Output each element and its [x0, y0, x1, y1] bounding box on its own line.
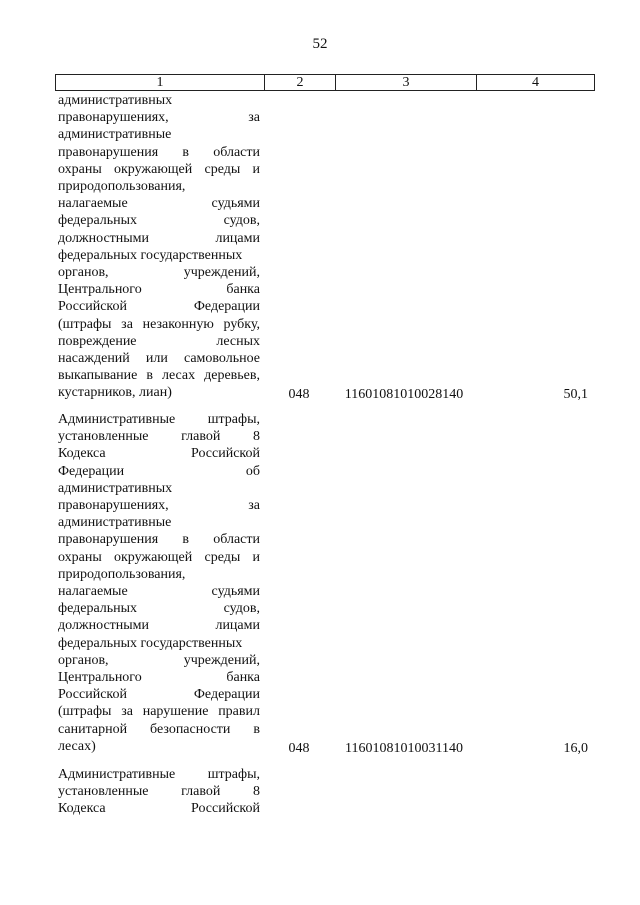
- description-line: кустарников, лиан): [58, 385, 172, 401]
- row-description: [58, 766, 260, 818]
- description-line: правонарушения в области: [58, 532, 260, 548]
- description-line: природопользования,: [58, 566, 186, 582]
- description-line: установленные главой 8: [58, 429, 260, 445]
- description-line: административных: [58, 93, 173, 108]
- description-line: Федерации об: [58, 463, 260, 479]
- admin-code-cell: 048: [288, 741, 310, 756]
- description-line: санитарной безопасности в: [58, 721, 260, 737]
- description-line: Российской Федерации: [58, 687, 260, 703]
- column-header-1: 1: [56, 75, 265, 91]
- column-header-4: 4: [477, 75, 595, 91]
- kbk-code-cell: 11601081010031140: [345, 741, 463, 756]
- description-line: федеральных судов,: [58, 601, 260, 617]
- description-line: федеральных государственных: [58, 635, 243, 651]
- description-line: (штрафы за нарушение правил: [58, 704, 260, 720]
- amount-cell: 50,1: [563, 387, 588, 402]
- row-description: [58, 411, 260, 755]
- description-line: Центрального банка: [58, 670, 260, 686]
- kbk-code-cell: 11601081010028140: [344, 387, 464, 402]
- description-line: охраны окружающей среды и: [58, 549, 260, 565]
- description-line: административных: [58, 480, 173, 496]
- description-line: выкапывание в лесах деревьев,: [58, 368, 260, 384]
- column-header-row: [56, 75, 595, 91]
- description-line: правонарушениях, за: [58, 498, 260, 514]
- description-line: насаждений или самовольное: [58, 351, 260, 367]
- description-line: федеральных государственных: [58, 247, 243, 263]
- page-number: 52: [312, 36, 328, 52]
- description-line: органов, учреждений,: [58, 265, 260, 281]
- description-line: повреждение лесных: [58, 333, 260, 349]
- description-line: (штрафы за незаконную рубку,: [58, 316, 260, 332]
- column-header-2: 2: [265, 75, 336, 91]
- description-line: должностными лицами: [58, 230, 260, 246]
- description-line: природопользования,: [58, 179, 186, 195]
- row-description: [58, 92, 260, 402]
- description-line: должностными лицами: [58, 618, 260, 634]
- description-line: правонарушениях, за: [58, 110, 260, 126]
- description-line: административные: [58, 127, 172, 143]
- admin-code-cell: 048: [288, 387, 310, 402]
- description-line: Кодекса Российской: [58, 446, 260, 462]
- description-line: федеральных судов,: [58, 213, 260, 229]
- description-line: Административные штрафы,: [58, 767, 260, 782]
- description-line: органов, учреждений,: [58, 652, 260, 668]
- description-line: Центрального банка: [58, 282, 260, 298]
- description-line: охраны окружающей среды и: [58, 161, 260, 177]
- description-line: налагаемые судьями: [58, 584, 260, 600]
- description-line: налагаемые судьями: [58, 196, 260, 212]
- description-line: установленные главой 8: [58, 784, 260, 800]
- description-line: административные: [58, 515, 172, 531]
- description-line: Административные штрафы,: [58, 412, 260, 427]
- column-header-3: 3: [336, 75, 477, 91]
- description-line: правонарушения в области: [58, 144, 260, 160]
- amount-cell: 16,0: [563, 741, 588, 756]
- description-line: лесах): [58, 738, 96, 754]
- description-line: Российской Федерации: [58, 299, 260, 315]
- description-line: Кодекса Российской: [58, 801, 260, 817]
- column-header-table: [55, 74, 595, 91]
